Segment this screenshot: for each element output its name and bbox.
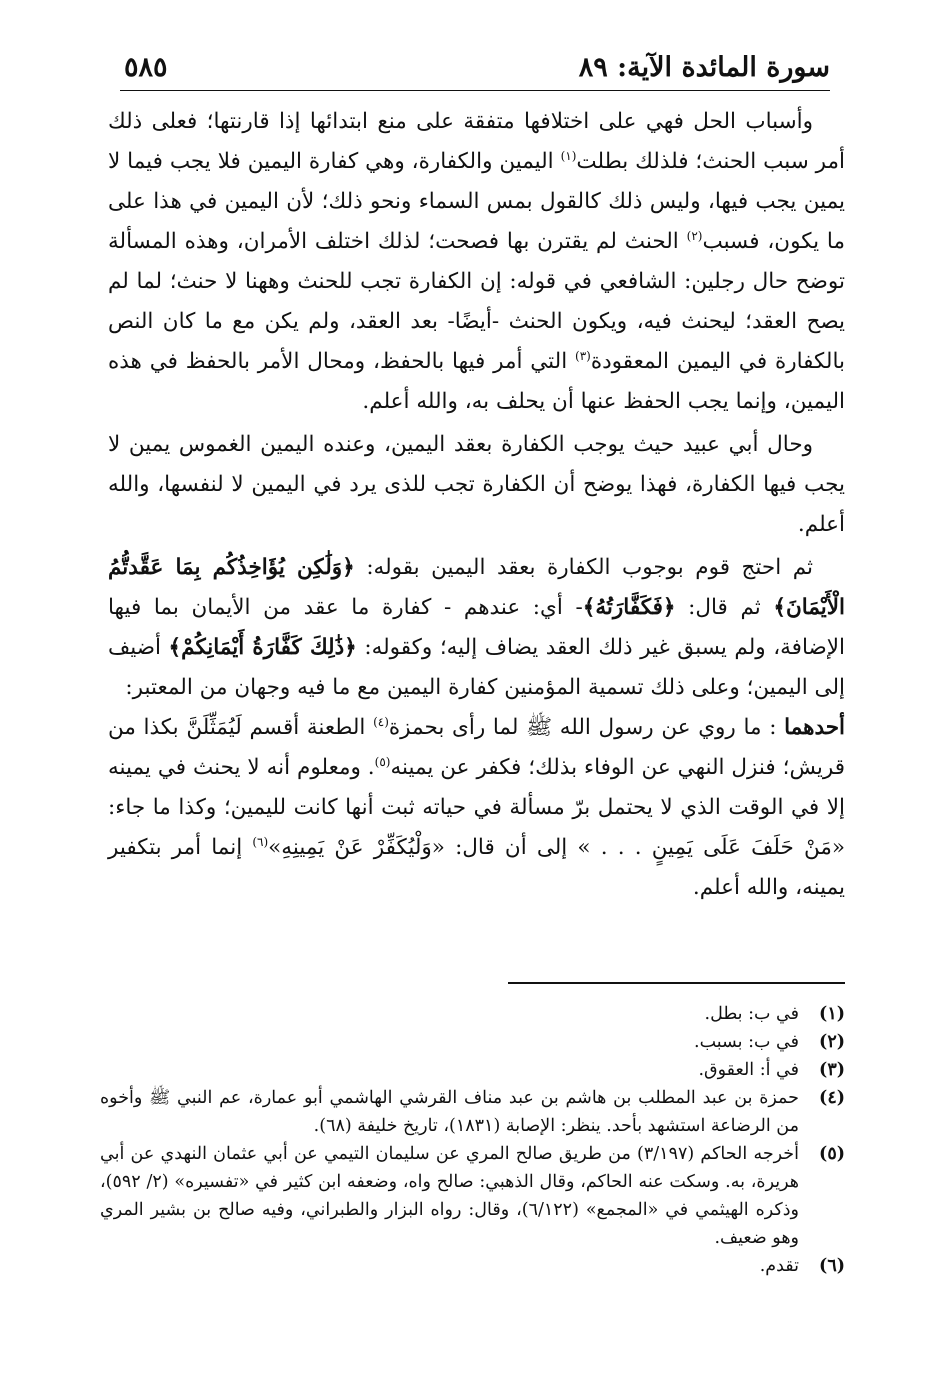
footnote	[100, 1056, 845, 1084]
text-run: إنما أمر بتكفير يمينه، والله أعلم.	[108, 835, 845, 900]
text-run: وحال أبي عبيد حيث يوجب الكفارة بعقد اليمين، وعنده اليمين الغموس يمين لا يجب فيها الكفارة، فهذا يوضح أن الكفارة تجب للذى يرد في اليمين لا لنفسها، والله أعلم.	[108, 432, 845, 537]
page-number: ٥٨٥	[124, 52, 168, 83]
quran-quote: ﴿وَلَٰكِن يُؤَاخِذُكُم بِمَا عَقَّدتُّمُ الْأَيْمَانَ﴾	[108, 555, 845, 620]
main-text	[108, 102, 845, 908]
paragraph	[108, 708, 845, 908]
footnote-separator	[508, 982, 845, 984]
text-run: - أي: عندهم - كفارة ما عقد من الأيمان بما فيها الإضافة، ولم يسبق غير ذلك العقد يضاف إليه؛ وكقوله:	[108, 595, 846, 660]
footnote-number: (٦)	[819, 1256, 845, 1276]
footnote-ref: (٥)	[374, 754, 391, 769]
text-run: الحنث لم يقترن بها فصحت؛ لذلك اختلف الأمران، وهذه المسألة توضح حال رجلين: الشافعي في قوله: إن الكفارة تجب للحنث وههنا لا حنث؛ لما لم يصح العقد؛ ليحنث فيه، ويكون الحنث -أيضًا- بعد العقد، ولم يكن مع ما كان النص بالكفارة في اليمين المعقودة	[108, 229, 845, 374]
quran-quote: ﴿ذَٰلِكَ كَفَّارَةُ أَيْمَانِكُمْ﴾	[168, 635, 357, 660]
bold-lead: أحدهما	[784, 715, 846, 740]
text-run: : ما روي عن رسول الله ﷺ لما رأى بحمزة	[388, 715, 785, 740]
text-run: الطعنة أقسم لَيُمَثِّلَنَّ بكذا من قريش؛ فنزل النهي عن الوفاء بذلك؛ فكفر عن يمينه	[108, 715, 845, 780]
footnote-ref: (٢)	[686, 228, 703, 243]
footnote	[100, 1140, 845, 1252]
footnote	[100, 1084, 845, 1140]
paragraph	[108, 548, 845, 708]
running-title: سورة المائدة الآية: ٨٩	[578, 52, 830, 83]
text-run: وأسباب الحل فهي على اختلافها متفقة على منع ابتدائها إذا قارنتها؛ فعلى ذلك أمر سبب الحنث؛ فلذلك بطلت	[108, 109, 846, 174]
text-run: اليمين والكفارة، وهي كفارة اليمين فلا يجب فيما لا يمين يجب فيها، وليس ذلك كالقول بمس السماء ونحو ذلك؛ لأن اليمين في هذا على ما يكون، فسبب	[108, 149, 845, 254]
footnote-ref: (٦)	[252, 834, 269, 849]
paragraph	[108, 425, 845, 545]
footnote-number: (٤)	[819, 1088, 845, 1108]
text-run: ثم قال:	[675, 595, 774, 620]
footnote-text: تقدم.	[759, 1256, 799, 1276]
footnote-text: في ب: بطل.	[704, 1004, 799, 1024]
paragraph	[108, 102, 845, 422]
footnote	[100, 1028, 845, 1056]
footnote-number: (٣)	[819, 1060, 845, 1080]
footnote-text: حمزة بن عبد المطلب بن هاشم بن عبد مناف القرشي الهاشمي أبو عمارة، عم النبي ﷺ وأخوه من الرضاعة استشهد بأحد. ينظر: الإصابة (١٨٣١)، تاريخ خليفة (٦٨).	[100, 1088, 799, 1136]
footnotes	[100, 1000, 845, 1280]
page-header	[120, 44, 830, 91]
text-run: . ومعلوم أنه لا يحنث في يمينه إلا في الوقت الذي لا يحتمل برّ مسألة في حياته ثبت أنها كانت لليمين؛ وكذا ما جاء: «مَنْ حَلَفَ عَلَى يَمِينٍ . . . » إلى أن قال: «وَلْيُكَفِّرْ عَنْ يَمِينِهِ»	[108, 755, 845, 860]
footnote-number: (٥)	[819, 1144, 845, 1164]
text-run: التي أمر فيها بالحفظ، ومحال الأمر بالحفظ في هذه اليمين، وإنما يجب الحفظ عنها أن يحلف به، والله أعلم.	[108, 349, 845, 414]
footnote-text: أخرجه الحاكم (٣/١٩٧) من طريق صالح المري عن سليمان التيمي عن أبي عثمان النهدي عن أبي هريرة، به. وسكت عنه الحاكم، وقال الذهبي: صالح واه، وضعفه ابن كثير في «تفسيره» (٢/ ٥٩٢)، وذكره الهيثمي في «المجمع» (٦/١٢٢)، وقال: رواه البزار والطبراني، وفيه صالح بن بشير المري وهو ضعيف.	[100, 1144, 799, 1248]
footnote-text: في أ: العقوق.	[698, 1060, 799, 1080]
quran-quote: ﴿فَكَفَّارَتُهُ﴾	[582, 595, 676, 620]
text-run: ثم احتج قوم بوجوب الكفارة بعقد اليمين بقوله:	[354, 555, 813, 580]
footnote-text: في ب: بسبب.	[694, 1032, 799, 1052]
footnote-ref: (١)	[560, 148, 577, 163]
footnote-number: (٢)	[819, 1032, 845, 1052]
text-run: أضيف إلى اليمين؛ وعلى ذلك تسمية المؤمنين كفارة اليمين مع ما فيه وجهان من المعتبر:	[108, 635, 845, 700]
footnote-number: (١)	[819, 1004, 845, 1024]
footnote-ref: (٣)	[575, 348, 591, 363]
footnote	[100, 1000, 845, 1028]
footnote-ref: (٤)	[373, 714, 389, 729]
footnote	[100, 1252, 845, 1280]
